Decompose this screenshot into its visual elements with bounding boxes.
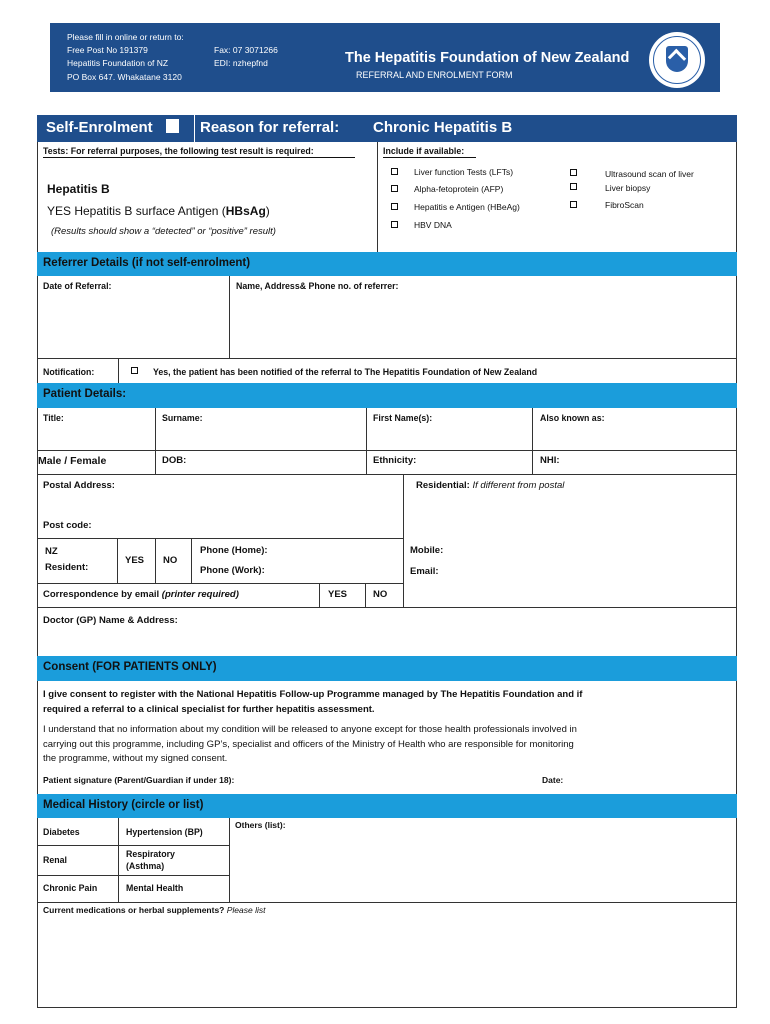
- form-title: REFERRAL AND ENROLMENT FORM: [356, 70, 513, 80]
- dob-label: DOB:: [162, 455, 187, 466]
- first-names-label: First Name(s):: [373, 413, 433, 423]
- test-hbv-dna: HBV DNA: [414, 220, 452, 230]
- medical-divider-2: [229, 818, 230, 902]
- include-underline: [383, 157, 476, 158]
- test-hbeag: Hepatitis e Antigen (HBeAg): [414, 202, 520, 212]
- resident-yes[interactable]: YES: [125, 555, 145, 566]
- address-divider: [403, 474, 404, 608]
- consent-bold-line-1: I give consent to register with the National Hepatitis Follow-up Programme managed by The Hepatitis Foundation and if: [43, 689, 583, 700]
- form-border-bottom: [37, 1007, 737, 1008]
- mobile-label: Mobile:: [410, 545, 444, 556]
- reason-label: Reason for referral:: [200, 119, 340, 136]
- medications-top-line: [37, 902, 737, 903]
- medical-row-line-1: [37, 845, 230, 846]
- notification-divider: [118, 358, 119, 383]
- corr-divider-1: [319, 583, 320, 608]
- return-instruction: Please fill in online or return to:: [67, 32, 184, 42]
- referrer-name-address-label: Name, Address& Phone no. of referrer:: [236, 281, 399, 291]
- fibroscan-checkbox[interactable]: [570, 201, 577, 208]
- patient-row-line-1: [37, 450, 737, 451]
- organisation-title: The Hepatitis Foundation of New Zealand: [345, 50, 630, 66]
- patient-col-divider-3: [532, 408, 533, 474]
- test-lft: Liver function Tests (LFTs): [414, 167, 514, 177]
- ethnicity-label: Ethnicity:: [373, 455, 417, 466]
- postcode-line: [37, 538, 404, 539]
- resident-no[interactable]: NO: [163, 555, 178, 566]
- patient-signature-label: Patient signature (Parent/Guardian if under 18):: [43, 775, 235, 785]
- renal-label[interactable]: Renal: [43, 855, 67, 865]
- foundation-address-name: Hepatitis Foundation of NZ: [67, 58, 169, 68]
- corr-divider-2: [365, 583, 366, 608]
- residential-address-label: Residential: If different from postal: [416, 480, 565, 491]
- resident-label: Resident:: [45, 562, 89, 573]
- navy-divider: [194, 115, 195, 142]
- notification-text: Yes, the patient has been notified of the referral to The Hepatitis Foundation of New Zealand: [153, 367, 538, 377]
- ultrasound-checkbox[interactable]: [570, 169, 577, 176]
- self-enrolment-checkbox[interactable]: [166, 119, 179, 133]
- test-afp: Alpha-fetoprotein (AFP): [414, 184, 504, 194]
- test-fibroscan: FibroScan: [605, 200, 644, 210]
- lft-checkbox[interactable]: [391, 168, 398, 175]
- freepost-number: Free Post No 191379: [67, 45, 148, 55]
- also-known-as-label: Also known as:: [540, 413, 605, 423]
- phone-work-label: Phone (Work):: [200, 565, 265, 576]
- phone-home-label: Phone (Home):: [200, 545, 268, 556]
- tests-required-underline: [43, 157, 355, 158]
- nhi-label: NHI:: [540, 455, 560, 466]
- afp-checkbox[interactable]: [391, 185, 398, 192]
- referrer-bottom-line: [37, 358, 737, 359]
- patient-section-header: Patient Details:: [37, 383, 737, 408]
- consent-paragraph-line-2: carrying out this programme, including GP’s, specialist and officers of the Ministry of Health who are responsible for monitoring: [43, 739, 574, 750]
- diabetes-label[interactable]: Diabetes: [43, 827, 80, 837]
- others-list-label: Others (list):: [235, 820, 286, 830]
- consent-bold-line-2: required a referral to a clinical specialist for further hepatitis assessment.: [43, 704, 375, 715]
- chronic-pain-label[interactable]: Chronic Pain: [43, 883, 98, 893]
- current-medications-label: Current medications or herbal supplements? Please list: [43, 905, 266, 915]
- phone-row-line: [37, 583, 404, 584]
- respiratory-label[interactable]: Respiratory: [126, 849, 175, 859]
- correspondence-no[interactable]: NO: [373, 589, 388, 600]
- referrer-divider: [229, 276, 230, 358]
- po-box-address: PO Box 647. Whakatane 3120: [67, 72, 182, 82]
- doctor-label: Doctor (GP) Name & Address:: [43, 615, 178, 626]
- referrer-section-header: Referrer Details (if not self-enrolment): [37, 252, 737, 276]
- test-liver-biopsy: Liver biopsy: [605, 183, 651, 193]
- notification-label: Notification:: [43, 367, 95, 377]
- hbv-dna-checkbox[interactable]: [391, 221, 398, 228]
- fax-number: Fax: 07 3071266: [214, 45, 278, 55]
- hypertension-label[interactable]: Hypertension (BP): [126, 827, 203, 837]
- date-of-referral-label: Date of Referral:: [43, 281, 112, 291]
- self-enrolment-label: Self-Enrolment: [46, 119, 153, 136]
- correspondence-yes[interactable]: YES: [328, 589, 348, 600]
- mental-health-label[interactable]: Mental Health: [126, 883, 184, 893]
- postal-address-label: Postal Address:: [43, 480, 115, 491]
- consent-paragraph-line-3: the programme, without my signed consent.: [43, 753, 228, 764]
- notification-checkbox[interactable]: [131, 367, 138, 374]
- liver-biopsy-checkbox[interactable]: [570, 183, 577, 190]
- include-if-available-label: Include if available:: [383, 146, 465, 156]
- post-code-label: Post code:: [43, 520, 92, 531]
- foundation-logo: [649, 32, 705, 88]
- correspondence-by-email-label: Correspondence by email (printer required): [43, 589, 239, 600]
- edi-code: EDI: nzhepfnd: [214, 58, 268, 68]
- medical-row-line-2: [37, 875, 230, 876]
- condition-label: Chronic Hepatitis B: [373, 119, 513, 136]
- email-label: Email:: [410, 566, 439, 577]
- results-note: (Results should show a “detected” or “positive” result): [51, 226, 276, 237]
- patient-col-divider-1: [155, 408, 156, 474]
- patient-col-divider-2: [366, 408, 367, 474]
- medical-history-section-header: Medical History (circle or list): [37, 794, 737, 818]
- correspondence-line: [37, 607, 737, 608]
- surname-label: Surname:: [162, 413, 203, 423]
- form-border-right: [736, 115, 737, 1008]
- resident-divider-1: [117, 538, 118, 583]
- sex-field-label: Male / Female: [38, 455, 107, 467]
- hbsag-requirement: YES Hepatitis B surface Antigen (HBsAg): [47, 204, 270, 218]
- consent-section-header: Consent (FOR PATIENTS ONLY): [37, 656, 737, 681]
- title-field-label: Title:: [43, 413, 64, 423]
- tests-divider: [377, 142, 378, 252]
- patient-row-line-2: [37, 474, 737, 475]
- resident-divider-2: [155, 538, 156, 583]
- hepatitis-b-heading: Hepatitis B: [47, 182, 110, 196]
- tests-required-label: Tests: For referral purposes, the following test result is required:: [43, 146, 314, 156]
- asthma-label: (Asthma): [126, 861, 165, 871]
- medical-divider-1: [118, 818, 119, 902]
- consent-paragraph-line-1: I understand that no information about my condition will be released to anyone except for those health professionals involved in: [43, 724, 577, 735]
- test-ultrasound: Ultrasound scan of liver: [605, 169, 694, 179]
- nz-label: NZ: [45, 546, 58, 557]
- resident-divider-3: [191, 538, 192, 583]
- hbeag-checkbox[interactable]: [391, 203, 398, 210]
- consent-date-label: Date:: [542, 775, 564, 785]
